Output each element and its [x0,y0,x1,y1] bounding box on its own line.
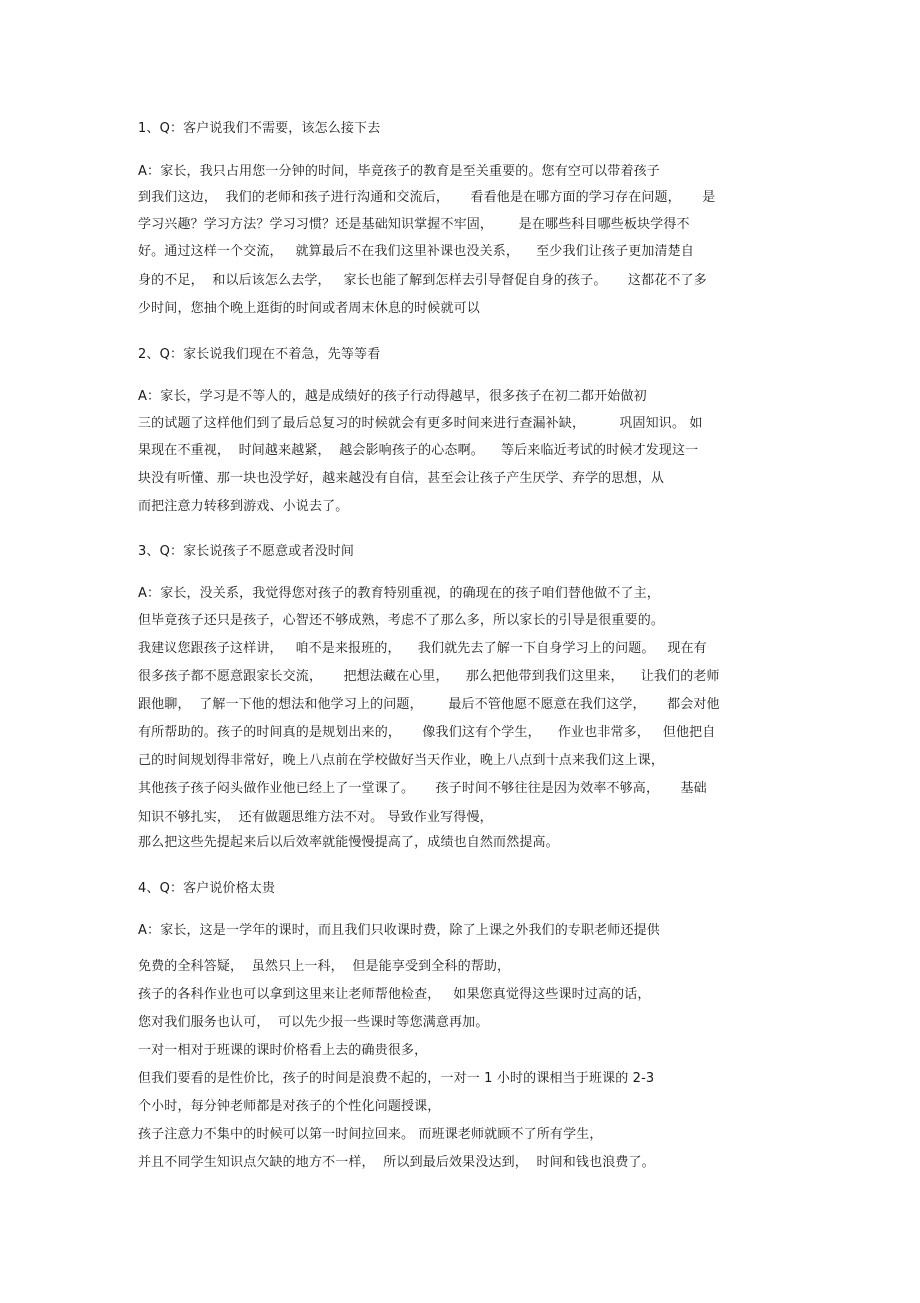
question-4: 4、Q：客户说价格太贵 [138,881,276,896]
answer-1-line-4: 好。通过这样一个交流， 就算最后不在我们这里补课也没关系， 至少我们让孩子更加清楚自 [138,244,694,259]
answer-3-line-9: 知识不够扎实， 还有做题思维方法不对。 导致作业写得慢， [138,810,493,825]
answer-2-line-4: 块没有听懂、那一块也没学好，越来越没有自信，甚至会让孩子产生厌学、弃学的思想，从 [138,471,665,486]
question-2: 2、Q：家长说我们现在不着急，先等等看 [138,347,381,362]
answer-4-line-2: 免费的全科答疑， 虽然只上一科， 但是能享受到全科的帮助， [138,959,511,974]
answer-4-line-9: 并且不同学生知识点欠缺的地方不一样， 所以到最后效果没达到， 时间和钱也浪费了。 [138,1155,655,1170]
question-1: 1、Q：客户说我们不需要，该怎么接下去 [138,121,381,136]
answer-2-line-5: 而把注意力转移到游戏、小说去了。 [138,499,349,514]
answer-3-line-3: 我建议您跟孩子这样讲， 咱不是来报班的， 我们就先去了解一下自身学习上的问题。 现在有 [138,641,707,656]
answer-3-line-8: 其他孩子孩子闷头做作业他已经上了一堂课了。 孩子时间不够往往是因为效率不够高， 基础 [138,781,707,796]
answer-2-line-3: 果现在不重视， 时间越来越紧， 越会影响孩子的心态啊。 等后来临近考试的时候才发现这一 [138,443,699,458]
answer-3-line-2: 但毕竟孩子还只是孩子，心智还不够成熟，考虑不了那么多，所以家长的引导是很重要的。 [138,613,665,628]
answer-1-line-2: 到我们这边， 我们的老师和孩子进行沟通和交流后， 看看他是在哪方面的学习存在问题， 是 [138,190,716,205]
answer-1-line-5: 身的不足， 和以后该怎么去学， 家长也能了解到怎样去引导督促自身的孩子。 这都花不了多 [138,273,707,288]
answer-2-line-1: A：家长，学习是不等人的，越是成绩好的孩子行动得越早，很多孩子在初二都开始做初 [138,389,647,404]
answer-3-line-5: 跟他聊， 了解一下他的想法和他学习上的问题， 最后不管他愿不愿意在我们这学， 都会对他 [138,697,720,712]
answer-4-line-7: 个小时，每分钟老师都是对孩子的个性化问题授课， [138,1099,441,1114]
answer-4-line-5: 一对一相对于班课的课时价格看上去的确贵很多， [138,1043,428,1058]
answer-1-line-3: 学习兴趣？学习方法？学习习惯？还是基础知识掌握不牢固， 是在哪些科目哪些板块学得不 [138,217,690,232]
answer-3-line-10: 那么把这些先提起来后以后效率就能慢慢提高了，成绩也自然而然提高。 [138,835,559,850]
answer-1-line-6: 少时间，您抽个晚上逛街的时间或者周末休息的时候就可以 [138,301,480,316]
answer-3-line-6: 有所帮助的。孩子的时间真的是规划出来的， 像我们这有个学生， 作业也非常多， 但他把自 [138,725,716,740]
answer-4-line-4: 您对我们服务也认可， 可以先少报一些课时等您满意再加。 [138,1015,489,1030]
answer-4-line-6: 但我们要看的是性价比，孩子的时间是浪费不起的，一对一 1 小时的课相当于班课的 2-3 [138,1071,655,1086]
answer-4-line-1: A：家长，这是一学年的课时，而且我们只收课时费，除了上课之外我们的专职老师还提供 [138,923,660,938]
answer-3-line-4: 很多孩子都不愿意跟家长交流， 把想法藏在心里， 那么把他带到我们这里来， 让我们的老师 [138,669,720,684]
question-3: 3、Q：家长说孩子不愿意或者没时间 [138,544,355,559]
answer-4-line-8: 孩子注意力不集中的时候可以第一时间拉回来。 而班课老师就顾不了所有学生， [138,1127,603,1142]
answer-3-line-7: 己的时间规划得非常好，晚上八点前在学校做好当天作业，晚上八点到十点来我们这上课， [138,753,665,768]
answer-2-line-2: 三的试题了这样他们到了最后总复习的时候就会有更多时间来进行查漏补缺， 巩固知识。 如 [138,416,703,431]
answer-1-line-1: A：家长，我只占用您一分钟的时间，毕竟孩子的教育是至关重要的。您有空可以带着孩子 [138,164,660,179]
answer-3-line-1: A：家长，没关系，我觉得您对孩子的教育特别重视，的确现在的孩子咱们替他做不了主， [138,586,660,601]
answer-4-line-3: 孩子的各科作业也可以拿到这里来让老师帮他检查， 如果您真觉得这些课时过高的话， [138,987,651,1002]
